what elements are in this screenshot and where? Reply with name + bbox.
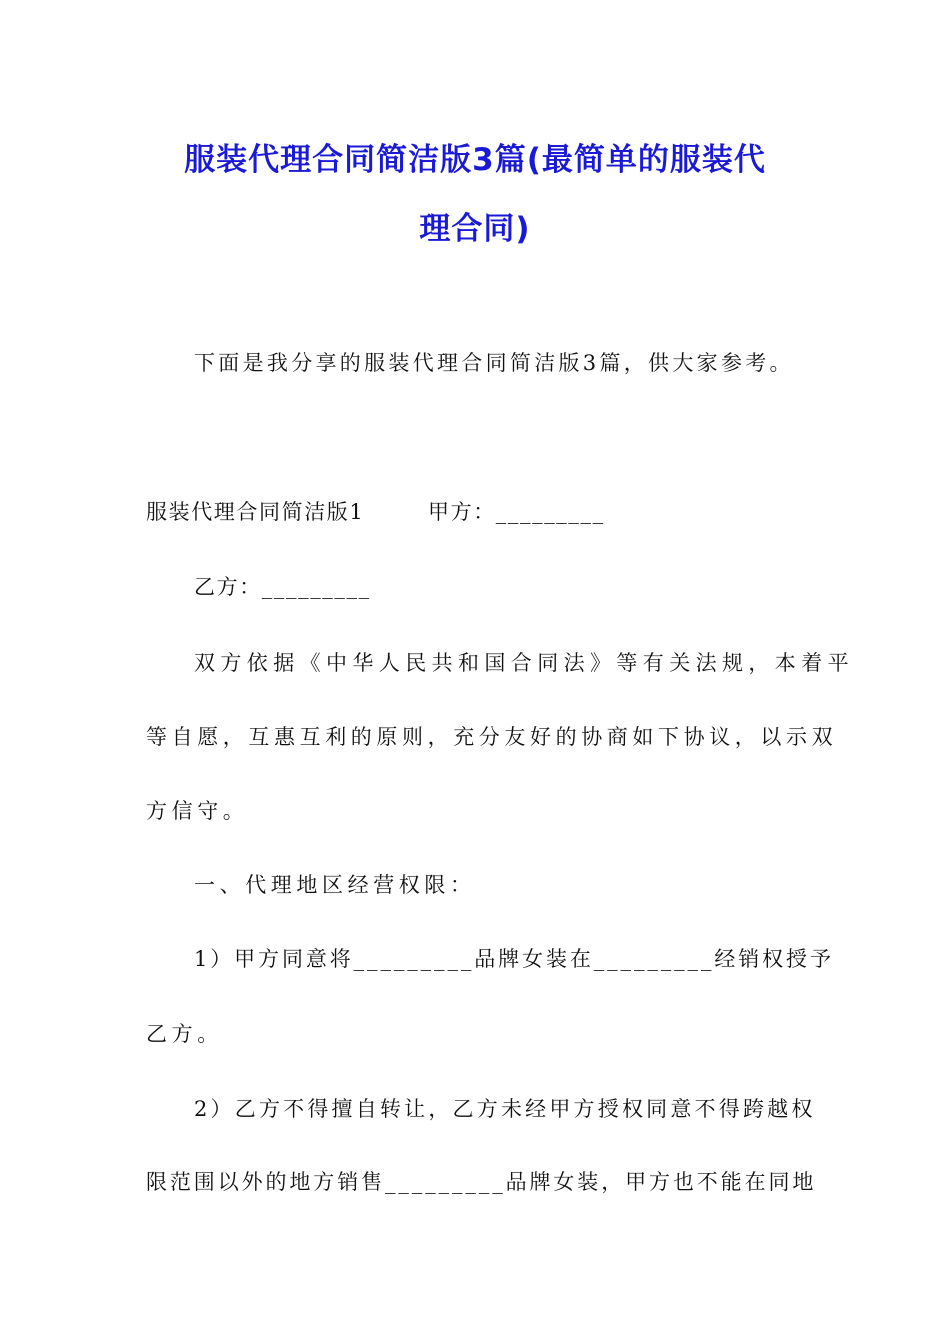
document-title-line-1: 服装代理合同简洁版3篇(最简单的服装代 (184, 142, 766, 178)
preamble-line-1: 双方依据《中华人民共和国合同法》等有关法规，本着平 (194, 651, 854, 675)
party-a-field: 甲方：_________ (428, 500, 605, 524)
preamble-line-3: 方信守。 (146, 799, 249, 823)
document-title-line-2: 理合同) (419, 211, 531, 247)
clause-2-line-2: 限范围以外的地方销售_________品牌女装，甲方也不能在同地 (146, 1170, 817, 1194)
clause-2-line-1: 2）乙方不得擅自转让，乙方未经甲方授权同意不得跨越权 (194, 1097, 816, 1121)
clause-1-line-1: 1）甲方同意将_________品牌女装在_________经销权授予 (194, 947, 834, 971)
clause-1-line-2: 乙方。 (146, 1022, 223, 1046)
section-1-heading: 一、代理地区经营权限： (194, 873, 476, 897)
party-b-field: 乙方：_________ (194, 575, 371, 599)
preamble-line-2: 等自愿，互惠互利的原则，充分友好的协商如下协议，以示双 (146, 725, 838, 749)
intro-paragraph: 下面是我分享的服装代理合同简洁版3篇，供大家参考。 (194, 351, 794, 375)
contract-heading: 服装代理合同简洁版1 (146, 500, 365, 524)
